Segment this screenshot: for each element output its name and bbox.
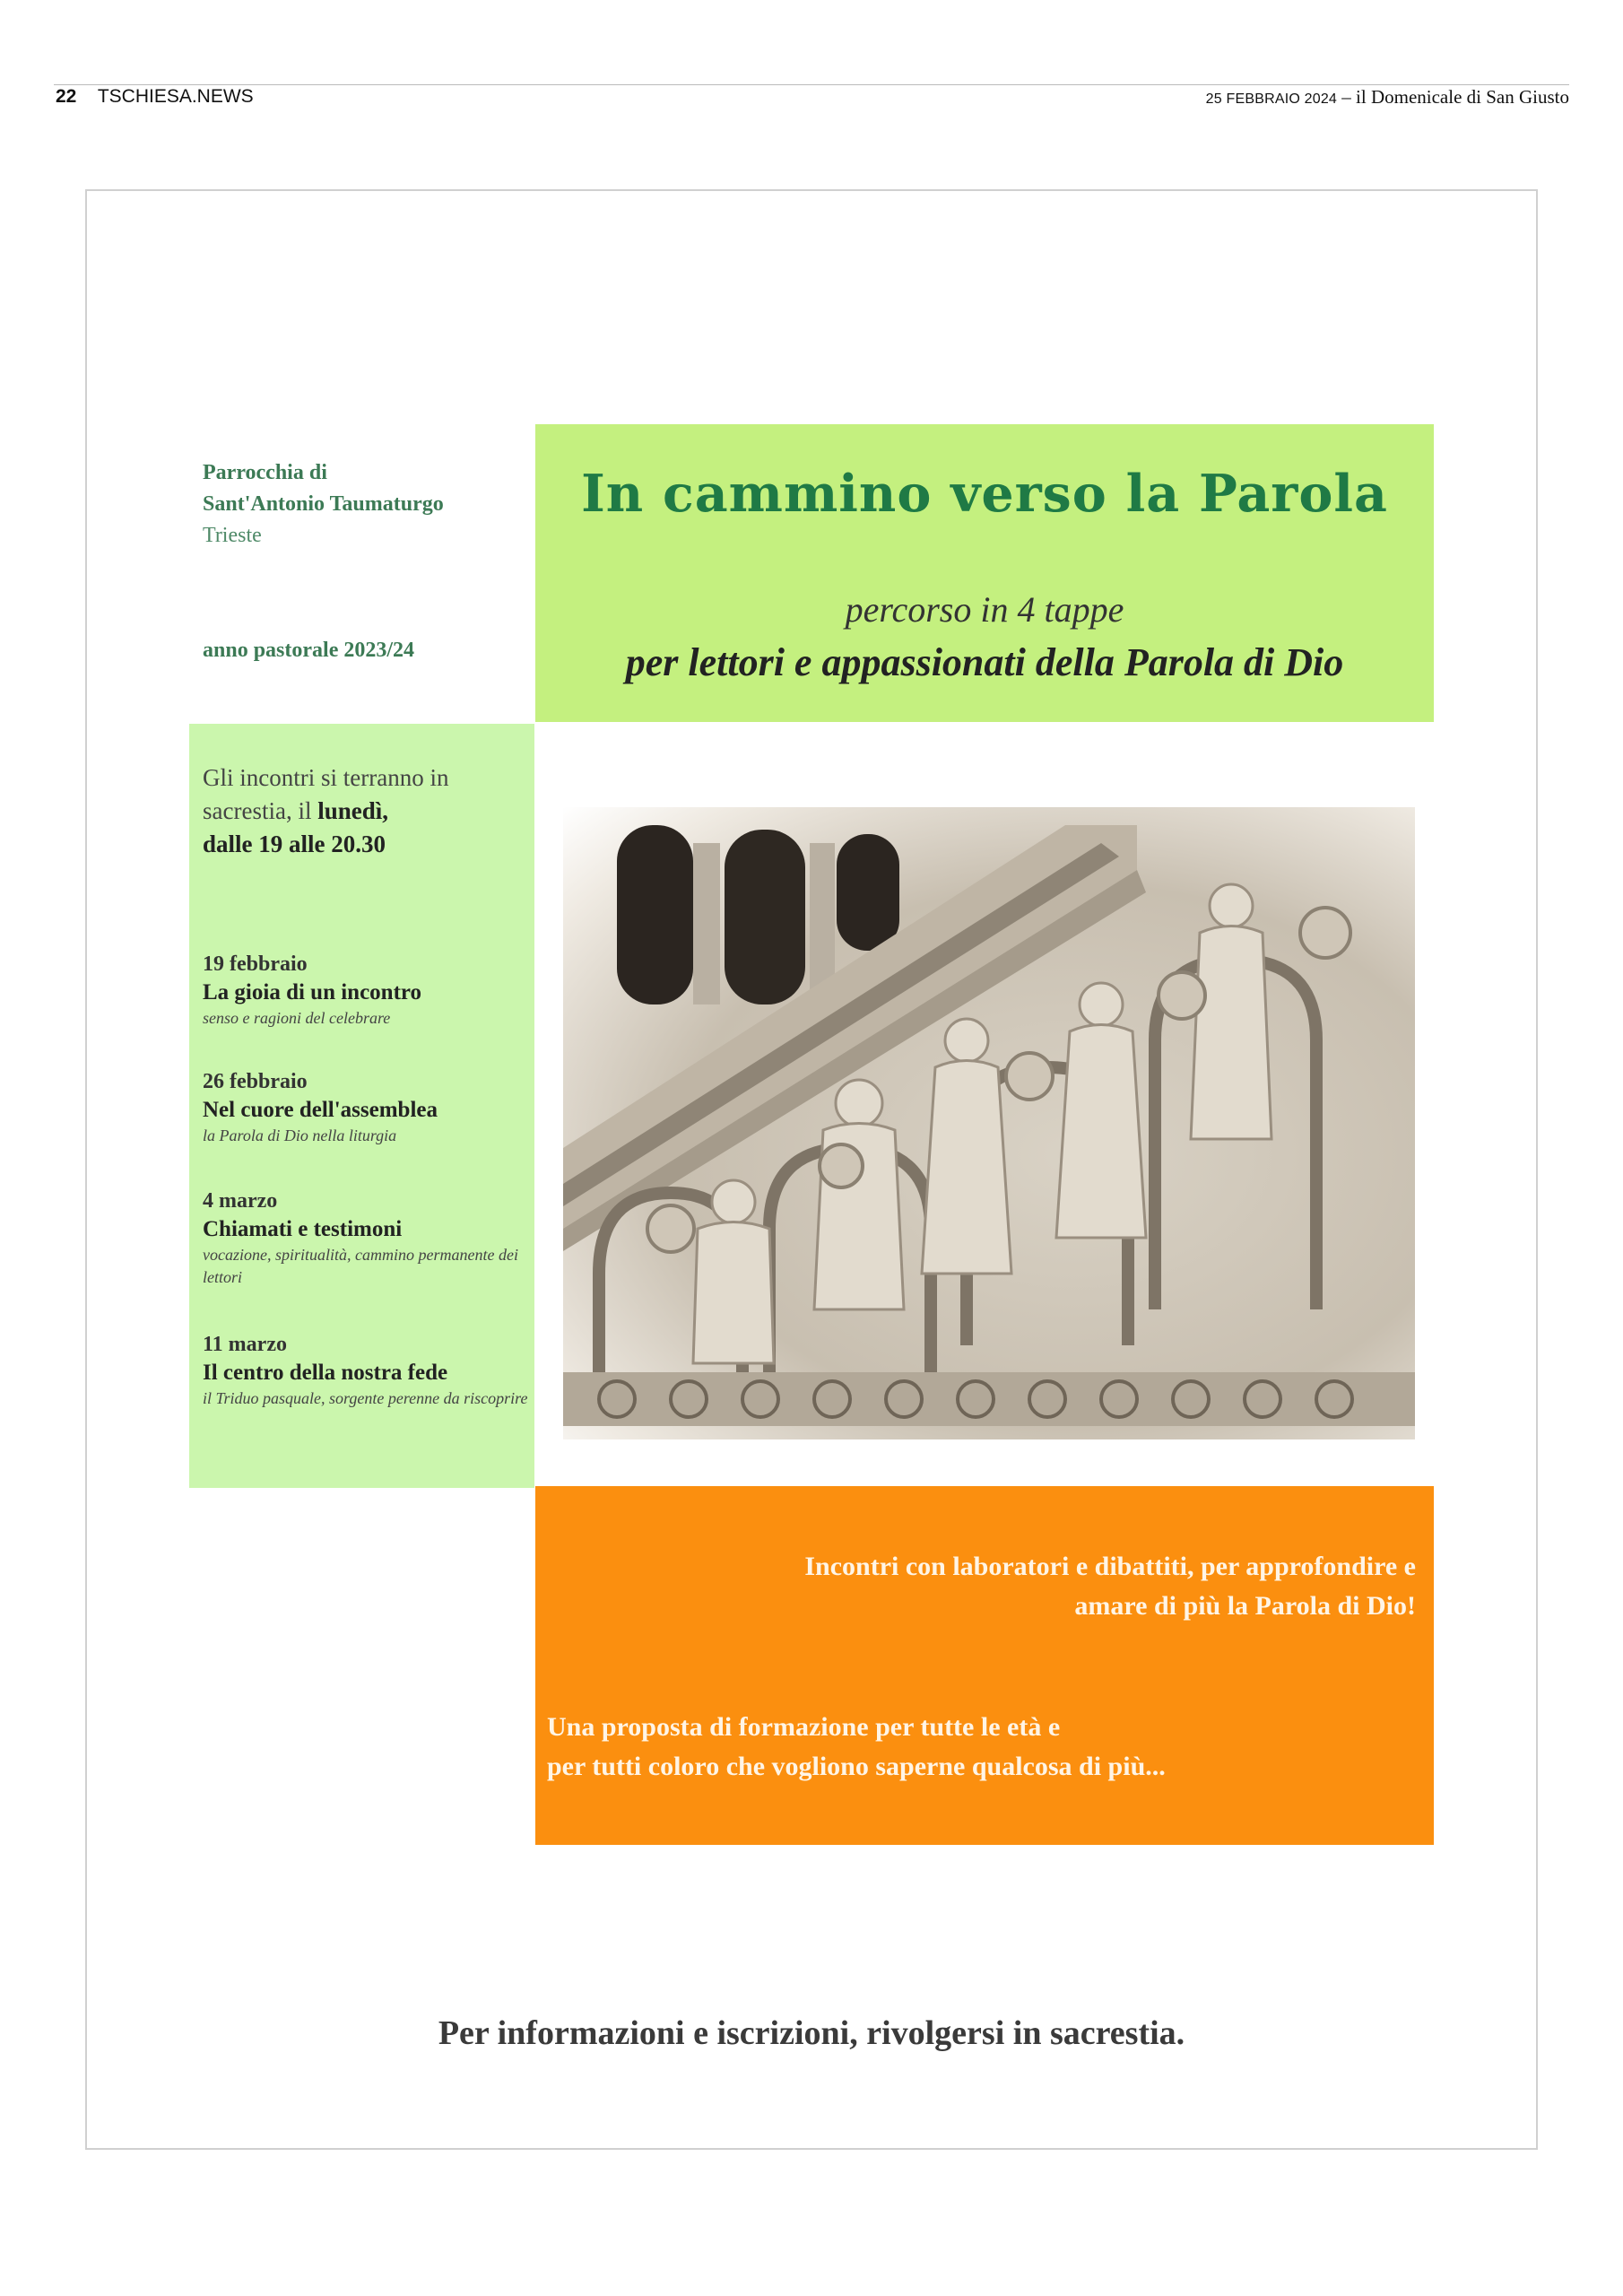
schedule-panel xyxy=(189,724,534,1488)
session-title: Chiamati e testimoni xyxy=(203,1217,403,1241)
poster-title: In cammino verso la Parola xyxy=(581,464,1388,524)
publication-name: il Domenicale di San Giusto xyxy=(1356,86,1569,108)
session-title: Nel cuore dell'assemblea xyxy=(203,1098,438,1122)
page-number: 22 xyxy=(56,86,77,107)
cathedral-relief-photo xyxy=(563,807,1415,1439)
session-item xyxy=(203,1330,530,1410)
info-text-2a: Una proposta di formazione per tutte le età e xyxy=(547,1712,1061,1742)
session-item xyxy=(203,1067,530,1147)
info-text-1b: amare di più la Parola di Dio! xyxy=(1074,1591,1416,1621)
poster-subtitle: percorso in 4 tappe xyxy=(845,589,1124,630)
session-date: 19 febbraio xyxy=(203,952,308,976)
session-title: Il centro della nostra fede xyxy=(203,1361,448,1385)
parish-city: Trieste xyxy=(203,524,262,547)
title-box xyxy=(535,424,1434,722)
parish-line1: Parrocchia di xyxy=(203,461,327,484)
intro-time: dalle 19 alle 20.30 xyxy=(203,831,386,857)
contact-note: Per informazioni e iscrizioni, rivolgersi in sacrestia. xyxy=(438,2014,1185,2052)
header-right xyxy=(1206,86,1569,109)
session-item xyxy=(203,1187,530,1289)
info-text-2 xyxy=(547,1708,1166,1787)
relief-illustration xyxy=(563,807,1415,1439)
site-name: TSCHIESA.NEWS xyxy=(97,86,254,107)
intro-text: Gli incontri si terranno in sacrestia, il xyxy=(203,764,449,824)
session-description: senso e ragioni del celebrare xyxy=(203,1009,391,1027)
session-date: 11 marzo xyxy=(203,1333,287,1356)
session-title: La gioia di un incontro xyxy=(203,980,422,1004)
schedule-intro xyxy=(203,761,525,861)
info-text-1a: Incontri con laboratori e dibattiti, per approfondire e xyxy=(804,1552,1416,1581)
session-date: 4 marzo xyxy=(203,1189,278,1213)
session-date: 26 febbraio xyxy=(203,1070,308,1093)
header-rule xyxy=(54,84,1569,85)
poster-subtitle-2: per lettori e appassionati della Parola di Dio xyxy=(625,640,1344,684)
header-left xyxy=(56,86,254,108)
session-description: vocazione, spiritualità, cammino permanente dei lettori xyxy=(203,1246,518,1286)
intro-day: lunedì, xyxy=(317,797,388,824)
orange-info-box xyxy=(535,1486,1434,1845)
info-text-1 xyxy=(804,1547,1416,1626)
session-item xyxy=(203,950,530,1030)
parish-block xyxy=(203,457,444,552)
session-description: la Parola di Dio nella liturgia xyxy=(203,1126,397,1144)
header-separator: – xyxy=(1341,86,1351,108)
info-text-2b: per tutti coloro che vogliono saperne qualcosa di più... xyxy=(547,1752,1166,1781)
session-description: il Triduo pasquale, sorgente perenne da riscoprire xyxy=(203,1389,528,1407)
pastoral-year: anno pastorale 2023/24 xyxy=(203,639,415,662)
issue-date: 25 FEBBRAIO 2024 xyxy=(1205,91,1338,107)
parish-line2: Sant'Antonio Taumaturgo xyxy=(203,492,444,516)
